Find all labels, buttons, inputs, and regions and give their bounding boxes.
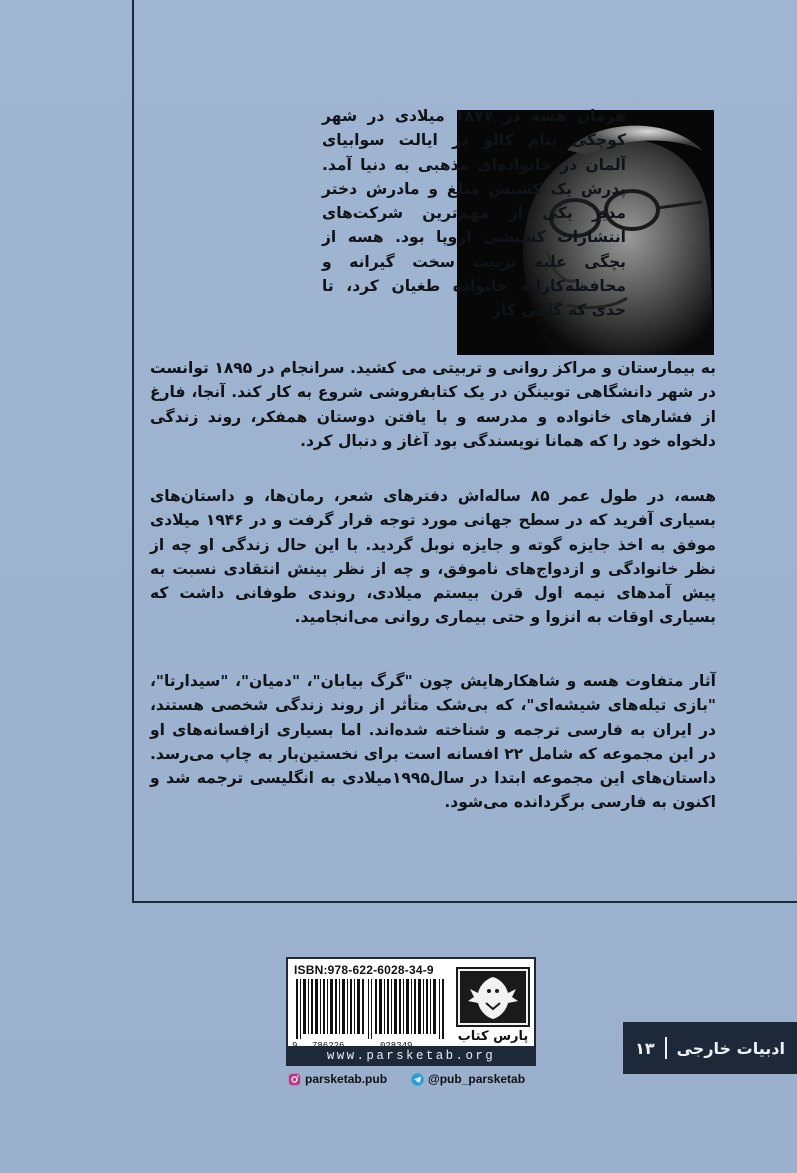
paragraph-1-bottom: به بیمارستان و مراکز روانی و تربیتی می کشید. سرانجام در ۱۸۹۵ توانست در شهر دانشگاهی توبینگن در یک کتابفروشی شروع به کار کند. آنجا، فارغ از فشارهای خانواده و مدرسه و با یافتن دوستان همفکر، روند زندگی دلخواه خود را که همانا نویسندگی بود آغاز و دنبال کرد. <box>150 359 716 450</box>
instagram-text: parsketab.pub <box>305 1072 388 1086</box>
series-divider <box>665 1037 667 1059</box>
frame-line-vertical <box>132 0 134 903</box>
publisher-logo <box>456 967 530 1027</box>
telegram-text: @pub_parsketab <box>428 1072 526 1086</box>
publisher-name: پارس کتاب <box>457 1029 529 1044</box>
paragraph-2: هسه، در طول عمر ۸۵ ساله‌اش دفترهای شعر، رمان‌ها، و داستان‌های بسیاری آفرید که در سطح جهانی مورد توجه قرار گرفت و در ۱۹۴۶ میلادی موفق به اخذ جایزه گوته و جایزه نوبل گردید. با این حال زندگی او چه از نظر خانوادگی و ازدواج‌های ناموفق، و چه از نظر بینش انتقادی نسبت به پیش آمدهای نیمه اول قرن بیستم میلادی، روندی طوفانی داشت که بسیاری اوقات به انزوا و حتی بیماری روانی می‌انجامید. <box>150 487 716 627</box>
telegram-handle[interactable] <box>411 1069 525 1089</box>
barcode-icon <box>296 979 446 1039</box>
paragraph-1-top: هرمان هسه در ۱۸۷۷ میلادی در شهر کوچکی بنام کالو در ایالت سوابیای آلمان در خانواده‌ای مذهبی به دنیا آمد. پدرش یک کشیش مبلغ و مادرش دختر مدیر یکی از مهم‌ترین شرکت‌های انتشارات کشیشی اروپا بود. هسه از بچگی علیه تربیت سخت گیرانه و محافظه‌کارانه خانواده طغیان کرد، تا حدی که گاهی کار <box>322 107 626 320</box>
telegram-icon <box>411 1073 424 1086</box>
paragraph-3: آثار متفاوت هسه و شاهکارهایش چون "گرگ بیابان"، "دمیان"، "سیدارتا"، "بازی تیله‌های شیشه‌ای"، که بی‌شک متأثر از روند زندگی شخصی هستند، در ایران به فارسی ترجمه و شناخته شده‌اند. اما بسیاری ازافسانه‌های او در این مجموعه که شامل ۲۲ افسانه است برای نخستین‌بار به چاپ می‌رسد. داستان‌های این مجموعه ابتدا در سال۱۹۹۵میلادی به انگلیسی ترجمه شد و اکنون به فارسی برگردانده می‌شود. <box>150 672 717 812</box>
publisher-website[interactable]: www.parsketab.org <box>286 1046 536 1066</box>
series-badge <box>623 1022 797 1074</box>
instagram-handle[interactable] <box>288 1069 387 1089</box>
isbn-text: ISBN:978-622-6028-34-9 <box>294 963 434 977</box>
frame-line-horizontal <box>132 901 797 903</box>
instagram-icon <box>288 1073 301 1086</box>
series-number: ۱۳ <box>635 1038 655 1058</box>
series-name: ادبیات خارجی <box>676 1038 785 1058</box>
griffin-logo-icon <box>456 967 530 1027</box>
